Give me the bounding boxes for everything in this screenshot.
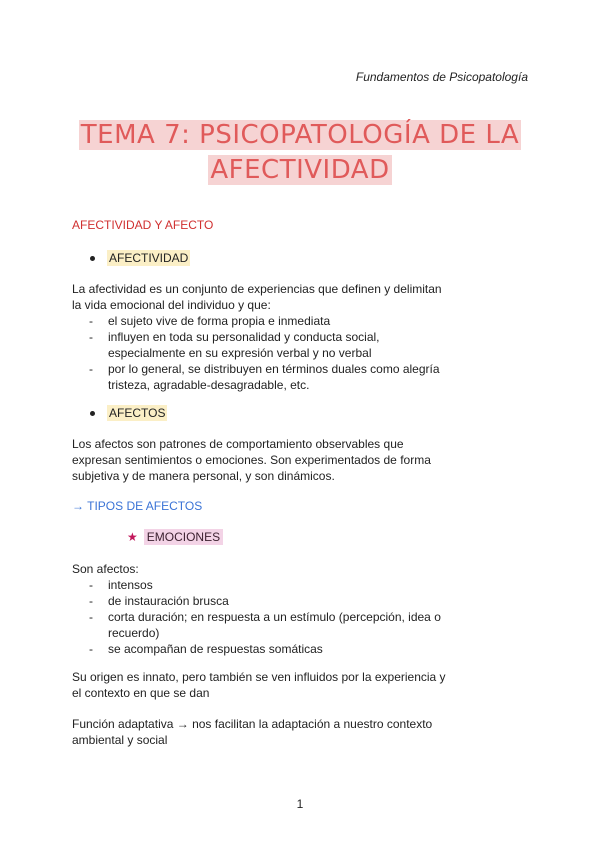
page-number: 1 (296, 797, 304, 811)
bullet-afectos (90, 405, 167, 421)
bullet-afectos-label: AFECTOS (109, 406, 166, 420)
paragraph-line: la vida emocional del individuo y que: (72, 298, 271, 312)
document-header: Fundamentos de Psicopatología (355, 70, 528, 84)
paragraph-line: expresan sentimientos o emociones. Son experimentados de forma (72, 453, 431, 467)
star-icon: ★ (127, 530, 138, 544)
afectividad-list (72, 313, 542, 393)
title-line-1: TEMA 7: PSICOPATOLOGÍA DE LA (80, 120, 520, 150)
list-item: - corta duración; en respuesta a un estímulo (percepción, idea o recuerdo) (89, 610, 441, 640)
bullet-afectividad (90, 250, 190, 266)
bullet-dot-icon (90, 411, 95, 416)
title-line-2: AFECTIVIDAD (210, 155, 390, 185)
paragraph-line: subjetiva y de manera personal, y son dinámicos. (72, 469, 335, 483)
origen-paragraph (72, 669, 542, 701)
list-item: - el sujeto vive de forma propia e inmediata (89, 314, 331, 328)
list-item: - intensos (89, 578, 153, 592)
bullet-afectividad-label: AFECTIVIDAD (109, 251, 189, 265)
bullet-dot-icon (90, 256, 95, 261)
son-afectos: Son afectos: (72, 562, 139, 576)
paragraph-line: La afectividad es un conjunto de experiencias que definen y delimitan (72, 282, 442, 296)
emociones-heading (127, 530, 223, 544)
list-item: - por lo general, se distribuyen en términos duales como alegría tristeza, agradable-desagradable, etc. (89, 362, 440, 392)
section-heading: AFECTIVIDAD Y AFECTO (72, 218, 214, 232)
paragraph-line: Los afectos son patrones de comportamiento observables que (72, 437, 404, 451)
list-item: - influyen en toda su personalidad y conducta social, especialmente en su expresión verbal y no verbal (89, 330, 380, 360)
afectos-paragraph (72, 436, 532, 484)
emociones-label: EMOCIONES (144, 529, 223, 545)
tipos-afectos-heading: → TIPOS DE AFECTOS (72, 499, 203, 513)
page-title (0, 118, 600, 188)
afectividad-intro (72, 281, 532, 313)
paragraph-line: ambiental y social (72, 733, 168, 747)
emociones-list (72, 577, 542, 657)
paragraph-line: el contexto en que se dan (72, 686, 210, 700)
funcion-paragraph (72, 716, 542, 748)
list-item: - se acompañan de respuestas somáticas (89, 642, 323, 656)
paragraph-line: Función adaptativa → nos facilitan la adaptación a nuestro contexto (72, 717, 433, 731)
paragraph-line: Su origen es innato, pero también se ven influidos por la experiencia y (72, 670, 446, 684)
list-item: - de instauración brusca (89, 594, 229, 608)
